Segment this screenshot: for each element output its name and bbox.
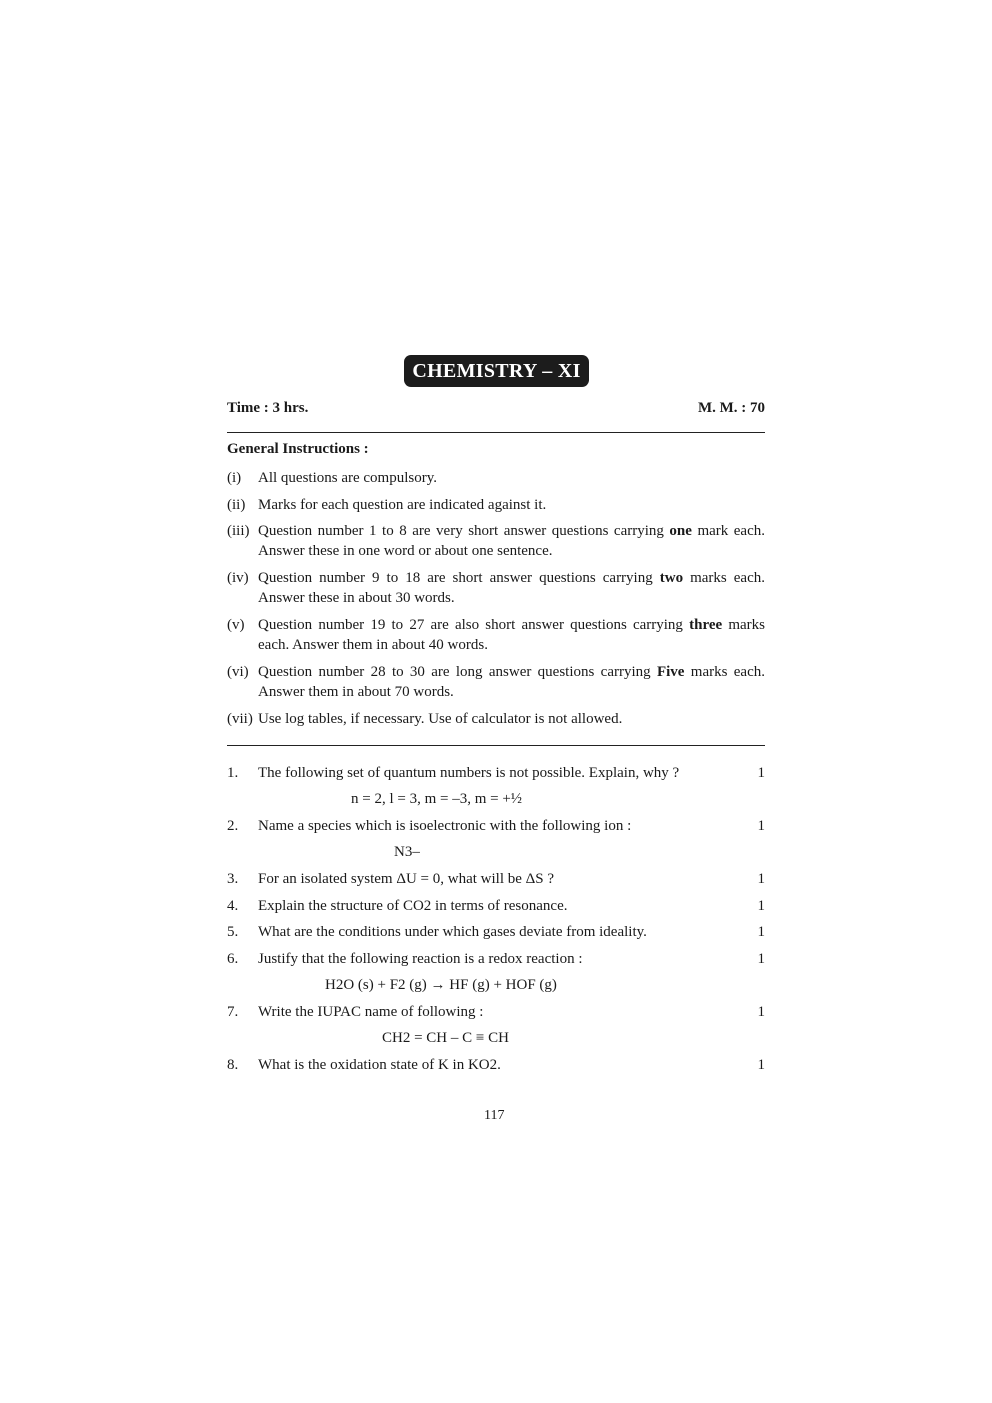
instruction-text: Marks for each question are indicated against it. [258,497,547,513]
maximum-marks: M. M. : 70 [697,400,765,416]
exam-meta [227,400,765,417]
divider-bottom [227,745,765,746]
instruction-text: Use log tables, if necessary. Use of calculator is not allowed. [258,711,623,727]
question-formula: N3– [394,844,420,860]
instructions-heading: General Instructions : [227,441,369,457]
instruction-text: Question number 19 to 27 are also short answer questions carrying three marks each. Answer them in about 40 words. [258,617,765,653]
question-number: 4. [227,898,239,914]
instruction-number: (v) [227,617,245,633]
instruction-number: (iv) [227,570,249,586]
question-marks: 1 [757,871,765,887]
question-number: 3. [227,871,239,887]
question-number: 1. [227,765,239,781]
question-text: What are the conditions under which gases deviate from ideality. [258,924,647,940]
question-text: Name a species which is isoelectronic with the following ion : [258,818,632,834]
question-marks: 1 [757,818,765,834]
instruction-number: (iii) [227,523,250,539]
instruction-number: (i) [227,470,242,486]
question-marks: 1 [757,951,765,967]
instruction-text: Question number 9 to 18 are short answer questions carrying two marks each. Answer these in about 30 words. [258,570,765,606]
question-number: 8. [227,1057,239,1073]
question-marks: 1 [757,924,765,940]
instruction-text: Question number 28 to 30 are long answer questions carrying Five marks each. Answer them in about 70 words. [258,664,765,700]
time-allowed: Time : 3 hrs. [227,400,309,416]
instruction-number: (ii) [227,497,246,513]
page-number: 117 [484,1108,505,1123]
question-formula: H2O (s) + F2 (g) → HF (g) + HOF (g) [325,977,557,993]
question-number: 6. [227,951,239,967]
question-marks: 1 [757,765,765,781]
question-formula: n = 2, l = 3, m = –3, m = +½ [351,791,523,807]
question-text: Justify that the following reaction is a redox reaction : [258,951,583,967]
instruction-text: Question number 1 to 8 are very short answer questions carrying one mark each. Answer these in one word or about one sentence. [258,523,765,559]
question-text: Explain the structure of CO2 in terms of resonance. [258,898,568,914]
question-formula: CH2 = CH – C ≡ CH [382,1030,509,1046]
exam-title: CHEMISTRY – XI [404,355,589,387]
question-marks: 1 [757,898,765,914]
question-number: 2. [227,818,239,834]
question-marks: 1 [757,1004,765,1020]
question-marks: 1 [757,1057,765,1073]
question-text: For an isolated system ΔU = 0, what will be ΔS ? [258,871,555,887]
instruction-number: (vi) [227,664,249,680]
question-text: Write the IUPAC name of following : [258,1004,484,1020]
question-number: 7. [227,1004,239,1020]
question-number: 5. [227,924,239,940]
instruction-number: (vii) [227,711,253,727]
instruction-text: All questions are compulsory. [258,470,437,486]
question-text: What is the oxidation state of K in KO2. [258,1057,501,1073]
divider-top [227,432,765,433]
question-text: The following set of quantum numbers is not possible. Explain, why ? [258,765,680,781]
